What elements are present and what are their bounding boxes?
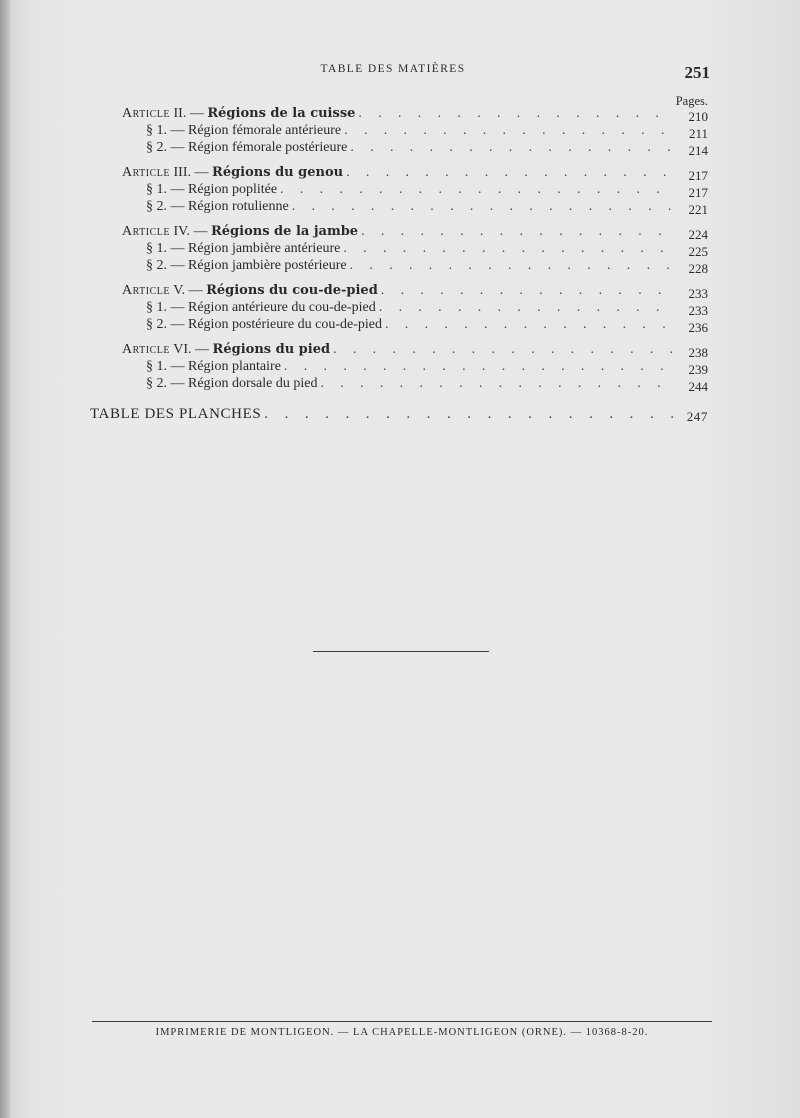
printer-imprint: IMPRIMERIE DE MONTLIGEON. — LA CHAPELLE-MONTLIGEON (ORNE). — 10368-8-20. xyxy=(155,1027,649,1038)
toc-section-entry[interactable] xyxy=(90,315,708,335)
section-page-number: 228 xyxy=(688,261,708,276)
section-sign: § 2. xyxy=(146,199,167,214)
article-prefix: Article xyxy=(122,224,171,239)
section-sign: § 2. xyxy=(146,140,167,155)
article-title: Régions du genou xyxy=(212,165,344,180)
toc-section-label: § 2. — Région rotulienne xyxy=(146,199,289,214)
toc-planches-entry[interactable] xyxy=(90,405,708,422)
section-page-number: 236 xyxy=(688,320,708,335)
article-number: V. xyxy=(173,283,186,298)
toc-article-label: Article VI. — Régions du pied xyxy=(122,342,331,357)
section-sign: § 2. xyxy=(146,258,167,273)
section-page-number: 211 xyxy=(688,126,708,141)
dot-leader xyxy=(284,358,674,375)
section-sign: § 2. xyxy=(146,376,167,391)
running-head: TABLE DES MATIÈRES xyxy=(320,63,466,75)
article-page-number: 233 xyxy=(688,286,708,301)
toc-section-entry[interactable] xyxy=(90,121,708,141)
toc-article-group xyxy=(90,163,708,217)
toc-article-label: Article III. — Régions du genou xyxy=(122,165,344,180)
dot-leader xyxy=(381,282,674,299)
article-prefix: Article xyxy=(122,342,171,357)
article-prefix: Article xyxy=(122,283,171,298)
section-page-number: 221 xyxy=(688,202,708,217)
section-page-number: 225 xyxy=(688,244,708,259)
toc-article-group xyxy=(90,222,708,276)
planches-title: TABLE DES PLANCHES xyxy=(90,406,262,422)
toc-article-entry[interactable] xyxy=(90,104,708,124)
toc-article-entry[interactable] xyxy=(90,163,708,183)
article-page-number: 238 xyxy=(688,345,708,360)
toc-section-label: § 2. — Région postérieure du cou-de-pied xyxy=(146,317,382,332)
table-of-contents xyxy=(90,104,708,422)
dot-leader xyxy=(264,406,674,423)
article-number: VI. xyxy=(173,342,192,357)
section-title: Région plantaire xyxy=(188,359,281,374)
toc-section-entry[interactable] xyxy=(90,374,708,394)
dot-leader xyxy=(358,105,674,122)
section-title: Région poplitée xyxy=(188,182,278,197)
article-title: Régions de la jambe xyxy=(210,224,359,239)
section-sign: § 1. xyxy=(146,182,167,197)
toc-section-entry[interactable] xyxy=(90,256,708,276)
dot-leader xyxy=(344,122,674,139)
article-number: IV. xyxy=(173,224,190,239)
toc-section-label: § 1. — Région antérieure du cou-de-pied xyxy=(146,300,376,315)
toc-section-entry[interactable] xyxy=(90,239,708,259)
section-sign: § 1. xyxy=(146,241,167,256)
dot-leader xyxy=(385,316,674,333)
toc-section-entry[interactable] xyxy=(90,357,708,377)
dot-leader xyxy=(292,198,674,215)
toc-article-label: Article IV. — Régions de la jambe xyxy=(122,224,359,239)
toc-article-label: Article V. — Régions du cou-de-pied xyxy=(122,283,378,298)
toc-section-entry[interactable] xyxy=(90,180,708,200)
article-number: II. xyxy=(173,106,187,121)
article-prefix: Article xyxy=(122,106,171,121)
dot-leader xyxy=(379,299,674,316)
toc-article-entry[interactable] xyxy=(90,222,708,242)
section-page-number: 233 xyxy=(688,303,708,318)
dot-leader xyxy=(350,257,674,274)
toc-section-entry[interactable] xyxy=(90,298,708,318)
section-sign: § 1. xyxy=(146,359,167,374)
section-page-number: 244 xyxy=(688,379,708,394)
toc-section-label: § 2. — Région fémorale postérieure xyxy=(146,140,348,155)
dot-leader xyxy=(350,139,674,156)
toc-article-label: Article II. — Régions de la cuisse xyxy=(122,106,356,121)
toc-section-entry[interactable] xyxy=(90,138,708,158)
dot-leader xyxy=(346,164,674,181)
toc-article-entry[interactable] xyxy=(90,340,708,360)
section-page-number: 239 xyxy=(688,362,708,377)
footer-rule xyxy=(92,1021,712,1022)
page-number: 251 xyxy=(684,63,710,82)
section-title: Région jambière postérieure xyxy=(188,258,347,273)
toc-article-group xyxy=(90,104,708,158)
article-prefix: Article xyxy=(122,165,171,180)
toc-article-entry[interactable] xyxy=(90,281,708,301)
dot-leader xyxy=(361,223,674,240)
article-title: Régions de la cuisse xyxy=(207,106,356,121)
section-title: Région dorsale du pied xyxy=(188,376,318,391)
article-page-number: 217 xyxy=(688,168,708,183)
section-page-number: 217 xyxy=(688,185,708,200)
toc-section-entry[interactable] xyxy=(90,197,708,217)
article-title: Régions du cou-de-pied xyxy=(206,283,378,298)
pages-column-heading: Pages. xyxy=(675,94,708,108)
section-title: Région postérieure du cou-de-pied xyxy=(188,317,382,332)
planches-page-number: 247 xyxy=(686,409,708,424)
dot-leader xyxy=(343,240,674,257)
toc-section-label: § 2. — Région jambière postérieure xyxy=(146,258,347,273)
toc-section-label: § 1. — Région plantaire xyxy=(146,359,281,374)
section-page-number: 214 xyxy=(688,143,708,158)
section-title: Région fémorale postérieure xyxy=(188,140,348,155)
section-sign: § 1. xyxy=(146,123,167,138)
toc-section-label: § 1. — Région jambière antérieure xyxy=(146,241,341,256)
section-sign: § 2. xyxy=(146,317,167,332)
section-title: Région fémorale antérieure xyxy=(188,123,342,138)
article-page-number: 210 xyxy=(688,109,708,124)
toc-section-label: § 1. — Région fémorale antérieure xyxy=(146,123,342,138)
toc-article-group xyxy=(90,281,708,335)
toc-section-label: § 1. — Région poplitée xyxy=(146,182,278,197)
section-title: Région rotulienne xyxy=(188,199,289,214)
section-title: Région antérieure du cou-de-pied xyxy=(188,300,376,315)
article-page-number: 224 xyxy=(688,227,708,242)
toc-article-group xyxy=(90,340,708,394)
article-title: Régions du pied xyxy=(212,342,331,357)
section-title: Région jambière antérieure xyxy=(188,241,341,256)
end-rule xyxy=(313,651,489,652)
dot-leader xyxy=(320,375,674,392)
dot-leader xyxy=(280,181,674,198)
dot-leader xyxy=(333,341,674,358)
book-spine-shadow xyxy=(0,0,10,1118)
toc-section-label: § 2. — Région dorsale du pied xyxy=(146,376,318,391)
article-number: III. xyxy=(173,165,192,180)
section-sign: § 1. xyxy=(146,300,167,315)
